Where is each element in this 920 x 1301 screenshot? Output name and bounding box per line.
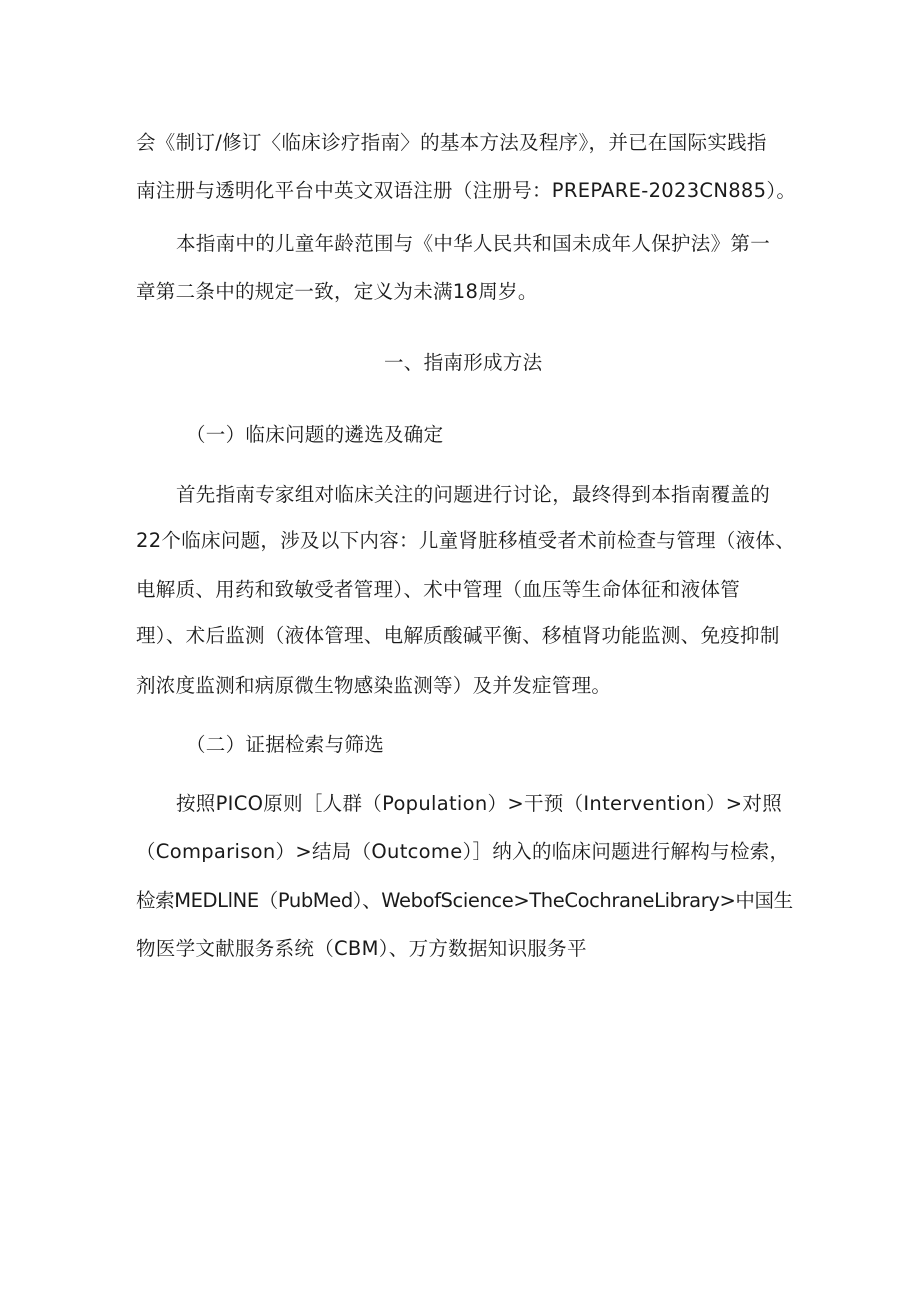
section-heading: 一、指南形成方法: [384, 351, 543, 374]
subheading-question-selection: （一）临床问题的遴选及确定: [186, 423, 444, 446]
text-line: 南注册与透明化平台中英文双语注册（注册号：PREPARE-2023CN885）。: [136, 179, 796, 202]
text-line: 检索MEDLlNE（PubMed）、WebofScience>TheCochraneLibrary>中国生: [136, 889, 793, 912]
text-line: （Comparison）>结局（Outcome）］纳入的临床问题进行解构与检索，: [136, 840, 790, 863]
text-line: 章第二条中的规定一致，定义为未满18周岁。: [136, 280, 538, 303]
text-line: 剂浓度监测和病原微生物感染监测等）及并发症管理。: [136, 674, 612, 697]
text-line: 理）、术后监测（液体管理、电解质酸碱平衡、移植肾功能监测、免疫抑制: [136, 624, 780, 647]
text-line: 首先指南专家组对临床关注的问题进行讨论，最终得到本指南覆盖的: [176, 483, 771, 506]
text-line: 会《制订/修订〈临床诊疗指南〉的基本方法及程序》，并已在国际实践指: [136, 131, 767, 154]
subheading-evidence-search: （二）证据检索与筛选: [186, 733, 385, 756]
text-line: 本指南中的儿童年龄范围与《中华人民共和国未成年人保护法》第一: [176, 232, 771, 255]
text-line: 按照PICO原则［人群（Population）>干预（Intervention）>对照: [176, 792, 783, 815]
text-line: 物医学文献服务系统（CBM）、万方数据知识服务平: [136, 937, 587, 960]
text-line: 电解质、用药和致敏受者管理）、术中管理（血压等生命体征和液体管: [136, 578, 741, 601]
text-line: 22个临床问题，涉及以下内容：儿童肾脏移植受者术前检查与管理（液体、: [136, 529, 796, 552]
